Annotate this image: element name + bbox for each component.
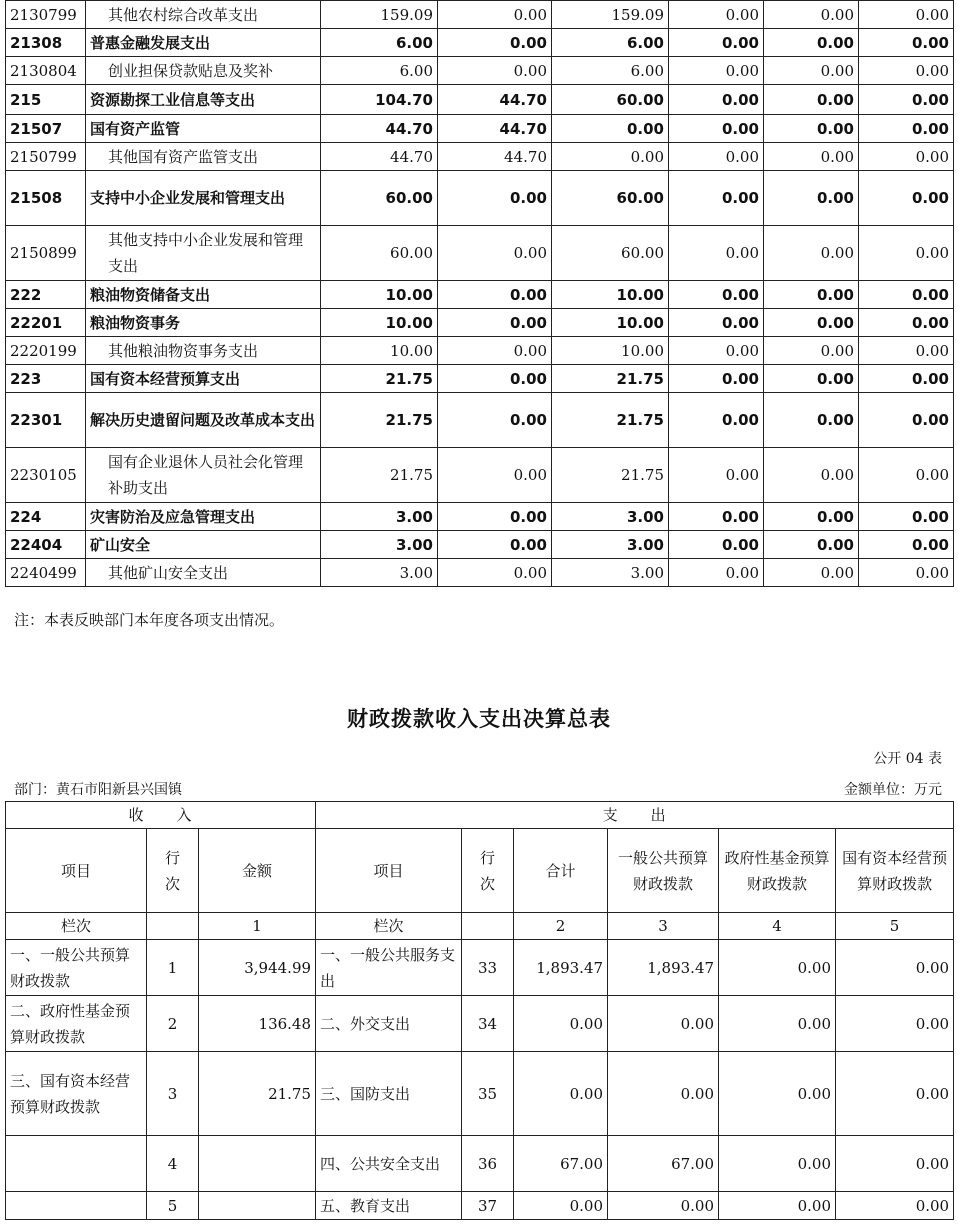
- row-project: 6.00: [552, 29, 669, 57]
- row-total: 3.00: [321, 531, 438, 559]
- expense-item: 二、外交支出: [316, 996, 462, 1052]
- expense-total: 0.00: [514, 1052, 608, 1136]
- row-col5: 0.00: [764, 365, 859, 393]
- row-col6: 0.00: [859, 309, 954, 337]
- row-name: 粮油物资储备支出: [86, 281, 321, 309]
- row-basic: 0.00: [438, 559, 552, 587]
- row-code: 2130804: [6, 57, 86, 85]
- row-basic: 0.00: [438, 57, 552, 85]
- expense-fund: 0.00: [719, 1052, 836, 1136]
- table-row: [6, 29, 954, 57]
- row-project: 60.00: [552, 171, 669, 226]
- row-name: 其他农村综合改革支出: [86, 1, 321, 29]
- row-col6: 0.00: [859, 226, 954, 281]
- row-col5: 0.00: [764, 393, 859, 448]
- row-col4: 0.00: [669, 115, 764, 143]
- expense-row-no: 34: [462, 996, 514, 1052]
- row-basic: 0.00: [438, 337, 552, 365]
- col-index-blank: [147, 913, 199, 940]
- header-fund: 政府性基金预算财政拨款: [719, 829, 836, 913]
- header-state-capital: 国有资本经营预算财政拨款: [836, 829, 954, 913]
- table-note: 注：本表反映部门本年度各项支出情况。: [14, 611, 285, 629]
- row-name: 其他矿山安全支出: [86, 559, 321, 587]
- table-row: [6, 309, 954, 337]
- row-project: 60.00: [552, 226, 669, 281]
- row-basic: 0.00: [438, 281, 552, 309]
- income-amount: 21.75: [199, 1052, 316, 1136]
- row-total: 6.00: [321, 57, 438, 85]
- row-project: 3.00: [552, 559, 669, 587]
- row-code: 222: [6, 281, 86, 309]
- row-basic: 0.00: [438, 309, 552, 337]
- expense-row-no: 33: [462, 940, 514, 996]
- table-row: [6, 337, 954, 365]
- row-col4: 0.00: [669, 531, 764, 559]
- header-expense-rowno: 行次: [462, 829, 514, 913]
- row-name: 支持中小企业发展和管理支出: [86, 171, 321, 226]
- expenditure-detail-table: [5, 0, 954, 587]
- row-col4: 0.00: [669, 85, 764, 115]
- col-index-1: 1: [199, 913, 316, 940]
- row-code: 215: [6, 85, 86, 115]
- header-total: 合计: [514, 829, 608, 913]
- income-row-no: 2: [147, 996, 199, 1052]
- row-name: 其他粮油物资事务支出: [86, 337, 321, 365]
- table-row: [6, 226, 954, 281]
- column-index-row: [6, 913, 954, 940]
- row-name: 灾害防治及应急管理支出: [86, 503, 321, 531]
- header-income-item: 项目: [6, 829, 147, 913]
- row-col6: 0.00: [859, 559, 954, 587]
- row-col6: 0.00: [859, 531, 954, 559]
- income-amount: 136.48: [199, 996, 316, 1052]
- row-code: 21308: [6, 29, 86, 57]
- row-project: 10.00: [552, 309, 669, 337]
- table-row: [6, 1052, 954, 1136]
- row-col4: 0.00: [669, 281, 764, 309]
- row-code: 22301: [6, 393, 86, 448]
- expense-capital: 0.00: [836, 1052, 954, 1136]
- expense-fund: 0.00: [719, 940, 836, 996]
- row-col5: 0.00: [764, 559, 859, 587]
- row-col4: 0.00: [669, 365, 764, 393]
- row-total: 3.00: [321, 559, 438, 587]
- row-name: 粮油物资事务: [86, 309, 321, 337]
- row-col6: 0.00: [859, 1, 954, 29]
- expense-general: 0.00: [608, 1052, 719, 1136]
- row-basic: 0.00: [438, 393, 552, 448]
- col-index-3: 3: [608, 913, 719, 940]
- row-col4: 0.00: [669, 503, 764, 531]
- row-code: 2230105: [6, 448, 86, 503]
- row-col4: 0.00: [669, 57, 764, 85]
- row-col6: 0.00: [859, 448, 954, 503]
- row-col6: 0.00: [859, 143, 954, 171]
- row-project: 21.75: [552, 393, 669, 448]
- row-col5: 0.00: [764, 281, 859, 309]
- col-index-5: 5: [836, 913, 954, 940]
- table-row: [6, 1192, 954, 1220]
- row-name: 国有企业退休人员社会化管理补助支出: [86, 448, 321, 503]
- income-item: [6, 1192, 147, 1220]
- row-name: 解决历史遗留问题及改革成本支出: [86, 393, 321, 448]
- row-project: 21.75: [552, 448, 669, 503]
- row-name: 矿山安全: [86, 531, 321, 559]
- row-code: 2220199: [6, 337, 86, 365]
- row-basic: 0.00: [438, 171, 552, 226]
- row-code: 224: [6, 503, 86, 531]
- table-row: [6, 940, 954, 996]
- row-col4: 0.00: [669, 393, 764, 448]
- col-index-4: 4: [719, 913, 836, 940]
- row-col5: 0.00: [764, 143, 859, 171]
- expense-header: 支 出: [316, 802, 954, 829]
- row-col5: 0.00: [764, 29, 859, 57]
- row-col5: 0.00: [764, 57, 859, 85]
- col-index-label: 栏次: [6, 913, 147, 940]
- row-name: 资源勘探工业信息等支出: [86, 85, 321, 115]
- row-col4: 0.00: [669, 29, 764, 57]
- income-amount: [199, 1136, 316, 1192]
- row-basic: 0.00: [438, 503, 552, 531]
- row-project: 10.00: [552, 337, 669, 365]
- row-total: 159.09: [321, 1, 438, 29]
- expense-general: 1,893.47: [608, 940, 719, 996]
- row-project: 3.00: [552, 503, 669, 531]
- col-index-2: 2: [514, 913, 608, 940]
- row-total: 44.70: [321, 143, 438, 171]
- expense-item: 三、国防支出: [316, 1052, 462, 1136]
- table-row: [6, 57, 954, 85]
- income-header: 收 入: [6, 802, 316, 829]
- row-total: 44.70: [321, 115, 438, 143]
- department-label: 部门：黄石市阳新县兴国镇: [14, 782, 182, 798]
- row-col6: 0.00: [859, 365, 954, 393]
- expense-item: 四、公共安全支出: [316, 1136, 462, 1192]
- row-col6: 0.00: [859, 393, 954, 448]
- income-amount: [199, 1192, 316, 1220]
- expense-general: 0.00: [608, 1192, 719, 1220]
- income-item: 一、一般公共预算财政拨款: [6, 940, 147, 996]
- row-code: 2150899: [6, 226, 86, 281]
- income-item: 三、国有资本经营预算财政拨款: [6, 1052, 147, 1136]
- row-project: 159.09: [552, 1, 669, 29]
- row-name: 国有资本经营预算支出: [86, 365, 321, 393]
- section-header-row: [6, 802, 954, 829]
- row-col4: 0.00: [669, 309, 764, 337]
- row-code: 2240499: [6, 559, 86, 587]
- form-number: 公开 04 表: [873, 751, 942, 767]
- table-row: [6, 1, 954, 29]
- table-row: [6, 281, 954, 309]
- row-col5: 0.00: [764, 337, 859, 365]
- header-income-rowno: 行次: [147, 829, 199, 913]
- row-project: 60.00: [552, 85, 669, 115]
- row-basic: 44.70: [438, 115, 552, 143]
- row-project: 0.00: [552, 115, 669, 143]
- table-row: [6, 365, 954, 393]
- row-basic: 44.70: [438, 143, 552, 171]
- income-row-no: 4: [147, 1136, 199, 1192]
- row-basic: 0.00: [438, 226, 552, 281]
- col-index-label2: 栏次: [316, 913, 462, 940]
- row-name: 其他支持中小企业发展和管理支出: [86, 226, 321, 281]
- row-code: 21508: [6, 171, 86, 226]
- table-row: [6, 503, 954, 531]
- row-name: 普惠金融发展支出: [86, 29, 321, 57]
- row-total: 10.00: [321, 337, 438, 365]
- row-total: 60.00: [321, 226, 438, 281]
- income-item: 二、政府性基金预算财政拨款: [6, 996, 147, 1052]
- table-row: [6, 448, 954, 503]
- column-header-row: [6, 829, 954, 913]
- expense-row-no: 37: [462, 1192, 514, 1220]
- row-total: 60.00: [321, 171, 438, 226]
- header-expense-item: 项目: [316, 829, 462, 913]
- row-col5: 0.00: [764, 448, 859, 503]
- row-col4: 0.00: [669, 171, 764, 226]
- expense-total: 1,893.47: [514, 940, 608, 996]
- row-col6: 0.00: [859, 115, 954, 143]
- row-total: 104.70: [321, 85, 438, 115]
- income-amount: 3,944.99: [199, 940, 316, 996]
- row-col6: 0.00: [859, 85, 954, 115]
- row-name: 其他国有资产监管支出: [86, 143, 321, 171]
- row-total: 21.75: [321, 365, 438, 393]
- row-basic: 0.00: [438, 29, 552, 57]
- expense-row-no: 36: [462, 1136, 514, 1192]
- row-project: 0.00: [552, 143, 669, 171]
- row-project: 3.00: [552, 531, 669, 559]
- expense-general: 0.00: [608, 996, 719, 1052]
- row-col5: 0.00: [764, 85, 859, 115]
- row-code: 2150799: [6, 143, 86, 171]
- col-index-blank2: [462, 913, 514, 940]
- table-row: [6, 85, 954, 115]
- expense-total: 0.00: [514, 1192, 608, 1220]
- row-total: 21.75: [321, 393, 438, 448]
- row-col5: 0.00: [764, 1, 859, 29]
- row-col4: 0.00: [669, 337, 764, 365]
- row-col4: 0.00: [669, 448, 764, 503]
- row-basic: 44.70: [438, 85, 552, 115]
- row-code: 223: [6, 365, 86, 393]
- row-code: 22404: [6, 531, 86, 559]
- income-row-no: 5: [147, 1192, 199, 1220]
- row-code: 21507: [6, 115, 86, 143]
- table-row: [6, 996, 954, 1052]
- row-project: 10.00: [552, 281, 669, 309]
- row-col6: 0.00: [859, 57, 954, 85]
- row-col6: 0.00: [859, 337, 954, 365]
- table-row: [6, 143, 954, 171]
- amount-unit-label: 金额单位：万元: [844, 782, 942, 798]
- row-name: 创业担保贷款贴息及奖补: [86, 57, 321, 85]
- row-name: 国有资产监管: [86, 115, 321, 143]
- expense-capital: 0.00: [836, 1192, 954, 1220]
- row-col4: 0.00: [669, 226, 764, 281]
- row-col5: 0.00: [764, 503, 859, 531]
- table-row: [6, 531, 954, 559]
- row-col6: 0.00: [859, 281, 954, 309]
- header-income-amount: 金额: [199, 829, 316, 913]
- income-row-no: 3: [147, 1052, 199, 1136]
- income-row-no: 1: [147, 940, 199, 996]
- row-total: 6.00: [321, 29, 438, 57]
- expense-capital: 0.00: [836, 1136, 954, 1192]
- row-total: 21.75: [321, 448, 438, 503]
- fiscal-summary-table: [5, 801, 954, 1220]
- expense-row-no: 35: [462, 1052, 514, 1136]
- table-row: [6, 115, 954, 143]
- row-col5: 0.00: [764, 531, 859, 559]
- expense-capital: 0.00: [836, 940, 954, 996]
- table-row: [6, 559, 954, 587]
- row-col6: 0.00: [859, 29, 954, 57]
- row-col4: 0.00: [669, 1, 764, 29]
- row-col5: 0.00: [764, 115, 859, 143]
- row-project: 6.00: [552, 57, 669, 85]
- row-col6: 0.00: [859, 503, 954, 531]
- expense-fund: 0.00: [719, 1192, 836, 1220]
- row-col5: 0.00: [764, 226, 859, 281]
- row-col5: 0.00: [764, 309, 859, 337]
- table-row: [6, 1136, 954, 1192]
- expense-fund: 0.00: [719, 996, 836, 1052]
- row-total: 10.00: [321, 281, 438, 309]
- table-row: [6, 171, 954, 226]
- row-col4: 0.00: [669, 143, 764, 171]
- row-basic: 0.00: [438, 365, 552, 393]
- expense-capital: 0.00: [836, 996, 954, 1052]
- table-row: [6, 393, 954, 448]
- expense-total: 67.00: [514, 1136, 608, 1192]
- row-col6: 0.00: [859, 171, 954, 226]
- expense-item: 五、教育支出: [316, 1192, 462, 1220]
- row-total: 10.00: [321, 309, 438, 337]
- row-total: 3.00: [321, 503, 438, 531]
- row-code: 22201: [6, 309, 86, 337]
- expense-general: 67.00: [608, 1136, 719, 1192]
- income-item: [6, 1136, 147, 1192]
- row-basic: 0.00: [438, 1, 552, 29]
- row-project: 21.75: [552, 365, 669, 393]
- row-basic: 0.00: [438, 448, 552, 503]
- row-basic: 0.00: [438, 531, 552, 559]
- page-title: 财政拨款收入支出决算总表: [347, 707, 611, 731]
- expense-fund: 0.00: [719, 1136, 836, 1192]
- expense-item: 一、一般公共服务支出: [316, 940, 462, 996]
- header-general: 一般公共预算财政拨款: [608, 829, 719, 913]
- row-code: 2130799: [6, 1, 86, 29]
- expense-total: 0.00: [514, 996, 608, 1052]
- row-col5: 0.00: [764, 171, 859, 226]
- row-col4: 0.00: [669, 559, 764, 587]
